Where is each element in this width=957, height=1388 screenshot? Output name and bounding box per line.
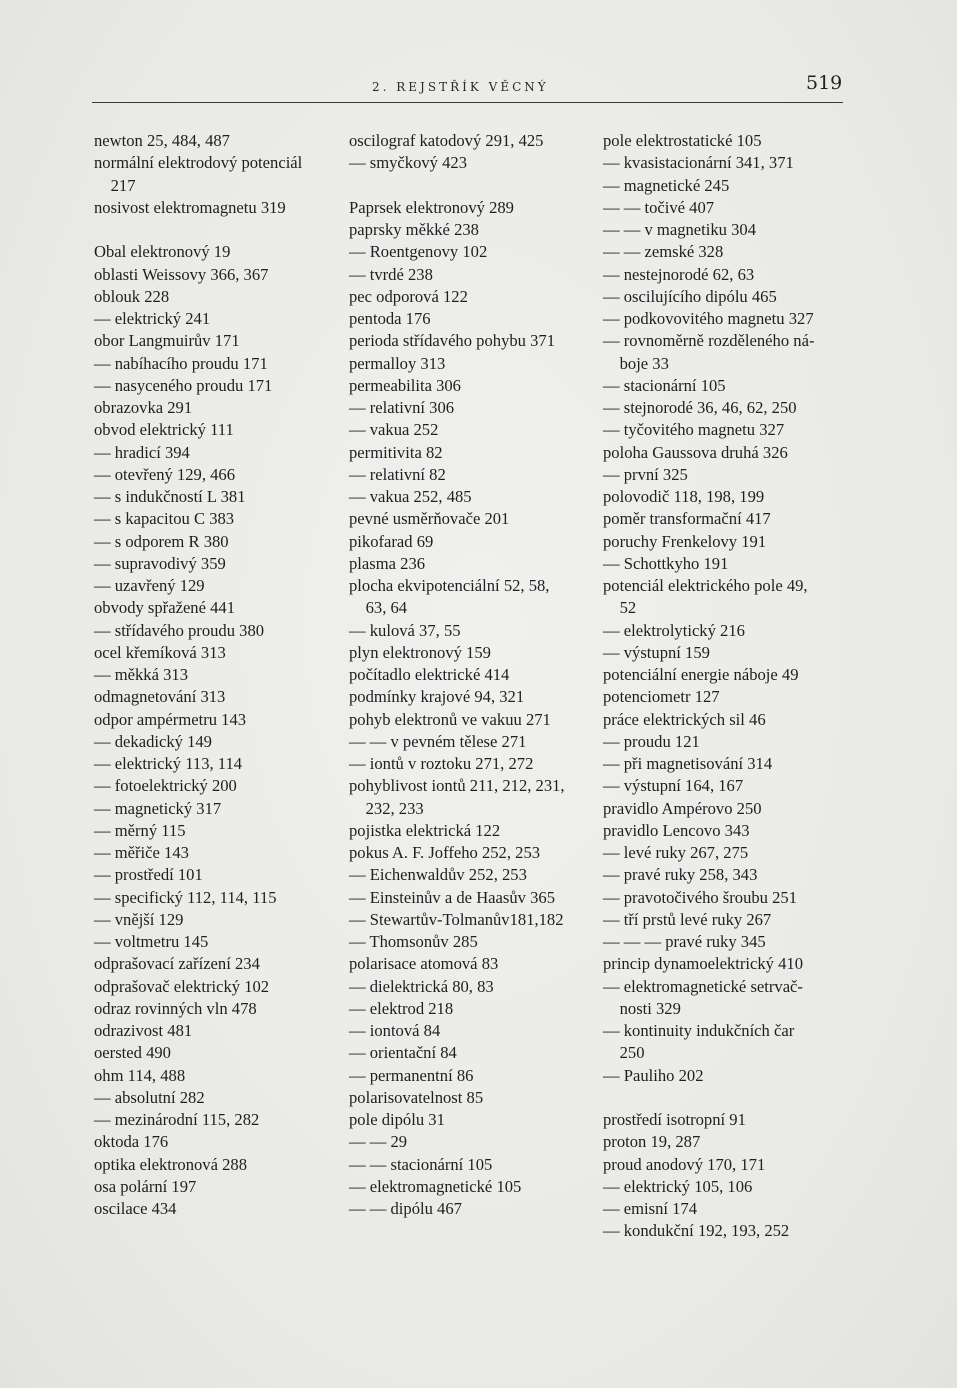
index-entry: plocha ekvipotenciální 52, 58, xyxy=(349,576,550,595)
index-entry: potenciál elektrického pole 49, xyxy=(603,576,808,595)
index-entry: oscilace 434 xyxy=(94,1199,177,1218)
index-entry: oersted 490 xyxy=(94,1043,171,1063)
index-entry: — dekadický 149 xyxy=(94,731,212,751)
index-entry: — při magnetisování 314 xyxy=(603,754,773,773)
index-entry: počítadlo elektrické 414 xyxy=(349,665,510,684)
index-entry: — s kapacitou C 383 xyxy=(94,509,235,529)
index-entry: — Schottkyho 191 xyxy=(603,553,729,573)
index-entry: — měřiče 143 xyxy=(94,843,189,862)
index-entry: pole dipólu 31 xyxy=(349,1110,445,1129)
index-entry: proton 19, 287 xyxy=(603,1132,701,1152)
index-entry: — s indukčností L 381 xyxy=(94,487,246,506)
index-entry: — Stewartův-Tolmanův181,182 xyxy=(349,909,564,929)
index-entry: — levé ruky 267, 275 xyxy=(603,843,749,862)
index-entry: — kvasistacionární 341, 371 xyxy=(603,153,794,173)
index-entry: normální elektrodový potenciál xyxy=(94,153,303,173)
index-entry: 52 xyxy=(603,598,637,618)
index-entry: — elektrický 241 xyxy=(94,309,211,328)
index-entry: — stacionární 105 xyxy=(603,375,726,395)
index-entry: — Thomsonův 285 xyxy=(349,932,478,951)
index-entry: odmagnetování 313 xyxy=(94,687,226,707)
index-entry: — relativní 306 xyxy=(349,398,455,417)
index-entry: proud anodový 170, 171 xyxy=(603,1154,766,1174)
index-entry: potenciometr 127 xyxy=(603,687,720,707)
blank-line xyxy=(603,1087,849,1109)
blank-line xyxy=(349,175,595,197)
index-entry: newton 25, 484, 487 xyxy=(94,131,230,150)
index-entry: — supravodivý 359 xyxy=(94,553,226,573)
index-entry: permeabilita 306 xyxy=(349,375,461,395)
index-entry: — oscilujícího dipólu 465 xyxy=(603,286,777,306)
index-entry: obvody spřažené 441 xyxy=(94,598,236,618)
index-entry: — fotoelektrický 200 xyxy=(94,776,237,796)
index-entry: — nabíhacího proudu 171 xyxy=(94,353,268,373)
index-entry: — orientační 84 xyxy=(349,1043,457,1063)
index-entry: — specifický 112, 114, 115 xyxy=(94,887,277,907)
index-entry: odrazivost 481 xyxy=(94,1021,193,1040)
index-entry: — podkovovitého magnetu 327 xyxy=(603,309,814,328)
index-column-1 xyxy=(94,130,340,1220)
index-entry: pohyb elektronů ve vakuu 271 xyxy=(349,709,551,729)
index-entry: — — v pevném tělese 271 xyxy=(349,731,527,751)
index-entry: — elektrod 218 xyxy=(349,998,454,1018)
index-entry: — iontová 84 xyxy=(349,1021,441,1040)
index-entry: pole elektrostatické 105 xyxy=(603,131,762,150)
index-entry: — tyčovitého magnetu 327 xyxy=(603,420,785,440)
index-entry: nosivost elektromagnetu 319 xyxy=(94,197,286,217)
index-entry: odprašovač elektrický 102 xyxy=(94,976,270,996)
index-entry: — proudu 121 xyxy=(603,731,700,751)
index-entry: optika elektronová 288 xyxy=(94,1154,247,1174)
index-entry: odraz rovinných vln 478 xyxy=(94,998,257,1018)
index-entry: — tvrdé 238 xyxy=(349,264,433,284)
index-entry: — — — pravé ruky 345 xyxy=(603,932,766,951)
index-entry: poruchy Frenkelovy 191 xyxy=(603,531,767,551)
index-entry: — pravé ruky 258, 343 xyxy=(603,865,758,885)
index-entry: — absolutní 282 xyxy=(94,1087,205,1107)
index-entry: nosti 329 xyxy=(603,998,681,1018)
index-entry: — měkká 313 xyxy=(94,665,189,684)
running-header: 2. REJSTŘÍK VĚCNÝ xyxy=(372,80,549,94)
index-entry: — nasyceného proudu 171 xyxy=(94,375,273,395)
index-entry: — smyčkový 423 xyxy=(349,153,467,173)
index-entry: permitivita 82 xyxy=(349,442,443,462)
index-entry: polarisovatelnost 85 xyxy=(349,1087,484,1107)
index-entry: — otevřený 129, 466 xyxy=(94,464,236,484)
index-entry: — permanentní 86 xyxy=(349,1065,474,1085)
index-entry: odpor ampérmetru 143 xyxy=(94,709,247,729)
index-entry: princip dynamoelektrický 410 xyxy=(603,954,803,974)
index-entry: — stejnorodé 36, 46, 62, 250 xyxy=(603,398,797,417)
index-entry: — prostředí 101 xyxy=(94,865,203,885)
index-entry: — elektrický 113, 114 xyxy=(94,754,243,773)
index-entry: — elektromagnetické 105 xyxy=(349,1176,522,1196)
index-entry: obvod elektrický 111 xyxy=(94,420,234,440)
index-entry: — vnější 129 xyxy=(94,909,184,929)
index-entry: ohm 114, 488 xyxy=(94,1065,186,1085)
index-entry: oktoda 176 xyxy=(94,1132,169,1152)
index-entry: potenciální energie náboje 49 xyxy=(603,665,799,684)
index-entry: — magnetické 245 xyxy=(603,175,730,195)
index-entry: — elektrolytický 216 xyxy=(603,620,745,640)
index-entry: — Pauliho 202 xyxy=(603,1065,704,1085)
index-entry: pentoda 176 xyxy=(349,309,431,328)
index-entry: prostředí isotropní 91 xyxy=(603,1110,746,1129)
index-entry: — střídavého proudu 380 xyxy=(94,620,265,640)
index-entry: pravidlo Lencovo 343 xyxy=(603,820,750,840)
index-entry: oblouk 228 xyxy=(94,286,170,306)
index-entry: 217 xyxy=(94,175,136,195)
index-entry: obor Langmuirův 171 xyxy=(94,331,240,351)
index-entry: — vakua 252 xyxy=(349,420,439,440)
index-entry: pec odporová 122 xyxy=(349,286,468,306)
index-column-2 xyxy=(349,130,595,1220)
index-entry: plasma 236 xyxy=(349,553,426,573)
index-entry: podmínky krajové 94, 321 xyxy=(349,687,525,707)
index-entry: — voltmetru 145 xyxy=(94,932,209,951)
index-entry: pokus A. F. Joffeho 252, 253 xyxy=(349,843,541,862)
index-entry: pikofarad 69 xyxy=(349,531,434,551)
index-entry: — kondukční 192, 193, 252 xyxy=(603,1221,790,1241)
index-entry: — iontů v roztoku 271, 272 xyxy=(349,754,534,773)
index-entry: — rovnoměrně rozděleného ná- xyxy=(603,331,815,351)
index-entry: — Einsteinův a de Haasův 365 xyxy=(349,887,555,907)
index-entry: polovodič 118, 198, 199 xyxy=(603,487,765,506)
index-entry: — první 325 xyxy=(603,464,688,484)
index-entry: poměr transformační 417 xyxy=(603,509,771,529)
index-entry: — Eichenwaldův 252, 253 xyxy=(349,865,527,885)
index-entry: — elektrický 105, 106 xyxy=(603,1176,753,1196)
index-entry: odprašovací zařízení 234 xyxy=(94,954,260,974)
index-entry: — měrný 115 xyxy=(94,820,186,840)
index-entry: pohyblivost iontů 211, 212, 231, xyxy=(349,776,565,796)
index-entry: boje 33 xyxy=(603,353,669,373)
index-entry: práce elektrických sil 46 xyxy=(603,709,766,729)
index-entry: pravidlo Ampérovo 250 xyxy=(603,798,762,818)
index-entry: — výstupní 159 xyxy=(603,642,710,662)
index-entry: — tří prstů levé ruky 267 xyxy=(603,909,772,929)
index-entry: — magnetický 317 xyxy=(94,798,222,818)
index-entry: — s odporem R 380 xyxy=(94,531,229,551)
index-column-3 xyxy=(603,130,849,1243)
index-entry: — kulová 37, 55 xyxy=(349,620,461,640)
index-entry: Paprsek elektronový 289 xyxy=(349,197,514,217)
index-entry: 232, 233 xyxy=(349,798,424,818)
index-entry: — — zemské 328 xyxy=(603,242,724,262)
index-entry: paprsky měkké 238 xyxy=(349,220,479,239)
index-entry: poloha Gaussova druhá 326 xyxy=(603,442,788,462)
index-entry: 63, 64 xyxy=(349,598,408,618)
index-entry: oblasti Weissovy 366, 367 xyxy=(94,264,269,284)
index-entry: — Roentgenovy 102 xyxy=(349,242,488,262)
index-entry: — kontinuity indukčních čar xyxy=(603,1021,795,1040)
index-entry: — — stacionární 105 xyxy=(349,1154,493,1174)
blank-line xyxy=(94,219,340,241)
index-entry: — nestejnorodé 62, 63 xyxy=(603,264,755,284)
index-entry: — pravotočivého šroubu 251 xyxy=(603,887,798,907)
index-entry: plyn elektronový 159 xyxy=(349,642,491,662)
index-entry: Obal elektronový 19 xyxy=(94,242,231,262)
index-entry: — elektromagnetické setrvač- xyxy=(603,976,803,996)
index-entry: polarisace atomová 83 xyxy=(349,954,499,974)
index-entry: pojistka elektrická 122 xyxy=(349,820,501,840)
index-entry: — uzavřený 129 xyxy=(94,576,205,595)
index-entry: permalloy 313 xyxy=(349,353,446,373)
index-entry: perioda střídavého pohybu 371 xyxy=(349,331,555,351)
index-entry: — dielektrická 80, 83 xyxy=(349,976,494,996)
index-entry: ocel křemíková 313 xyxy=(94,642,226,662)
index-entry: — — točivé 407 xyxy=(603,197,715,217)
index-entry: pevné usměrňovače 201 xyxy=(349,509,510,529)
index-entry: — výstupní 164, 167 xyxy=(603,776,744,796)
index-entry: — — dipólu 467 xyxy=(349,1199,462,1218)
index-entry: 250 xyxy=(603,1043,645,1063)
index-entry: oscilograf katodový 291, 425 xyxy=(349,131,544,150)
index-entry: osa polární 197 xyxy=(94,1176,197,1196)
index-entry: — vakua 252, 485 xyxy=(349,487,472,506)
page-number: 519 xyxy=(806,72,843,94)
index-entry: — — 29 xyxy=(349,1132,408,1152)
index-entry: — relativní 82 xyxy=(349,464,446,484)
header-rule xyxy=(92,102,843,103)
index-entry: — hradicí 394 xyxy=(94,442,190,462)
index-entry: — emisní 174 xyxy=(603,1199,698,1218)
index-entry: — — v magnetiku 304 xyxy=(603,220,757,239)
index-entry: — mezinárodní 115, 282 xyxy=(94,1110,260,1129)
index-entry: obrazovka 291 xyxy=(94,398,193,417)
